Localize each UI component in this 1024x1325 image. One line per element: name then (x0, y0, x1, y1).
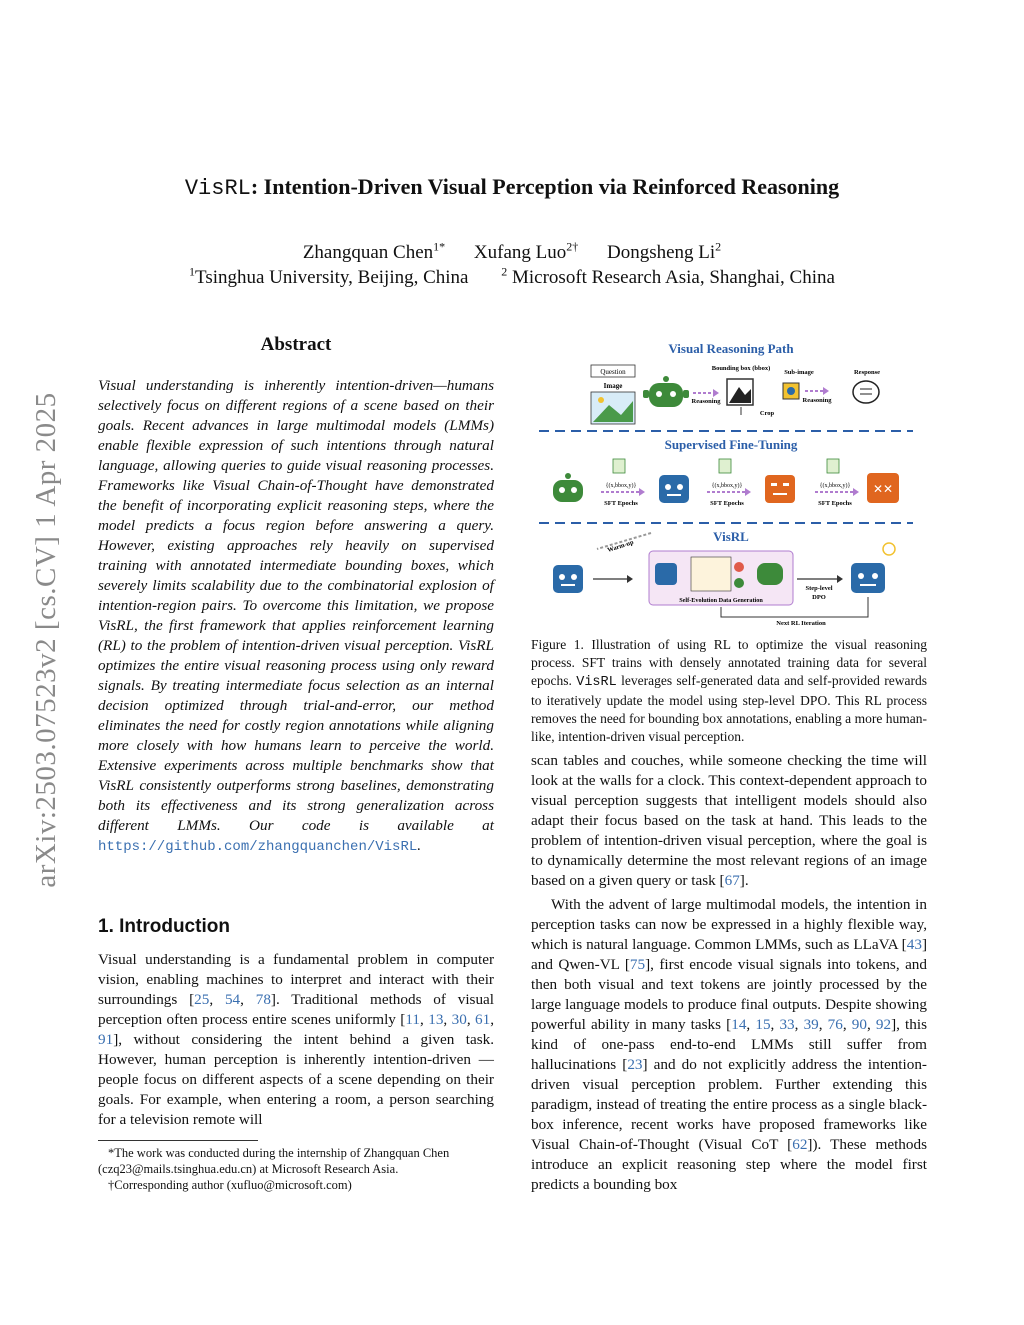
citation-link[interactable]: 92 (875, 1016, 892, 1033)
robot-icon (553, 565, 583, 593)
robot-icon (655, 563, 677, 585)
citation-link[interactable]: 67 (724, 872, 740, 889)
triple-label: {(x,bbox,y)} (819, 483, 851, 489)
citation-link[interactable]: 30 (451, 1011, 467, 1028)
sft-label: SFT Epochs (710, 500, 744, 507)
row1-title: Visual Reasoning Path (668, 341, 794, 356)
title-rest: : Intention-Driven Visual Perception via Reinforced Reasoning (250, 174, 840, 199)
robot-icon (643, 376, 689, 407)
citation-link[interactable]: 25 (194, 991, 210, 1008)
footnote: †Corresponding author (xufluo@microsoft.com) (108, 1178, 352, 1192)
abstract-text: Visual understanding is inherently intention-driven—humans selectively focus on different regions of a scene based on their goals. Recent advances in large multimodal models (LMMs) enable flexible expression of such intentions through natural language, allowing queries to guide visual reasoning processes. Frameworks like Visual Chain-of-Thought have demonstrated the benefit of incorporating explicit reasoning steps, where the model predicts a focus region before answering a query. However, existing approaches rely heavily on supervised training with annotated intermediate bounding boxes, which severely limits scalability due to the combinatorial explosion of intention-region pairs. To overcome this limitation, we propose VisRL, the first framework that applies reinforcement learning (RL) to the problem of intention-driven visual perception. VisRL optimizes the entire visual reasoning process using only reward signals. By treating intermediate focus selection as an internal decision optimized through trial-and-error, our method eliminates the need for costly region annotations while aligning more closely with how humans learn to perceive the world. Extensive experiments across multiple benchmarks show that VisRL consistently outperforms strong baselines, demonstrating both its effectiveness and its strong generalization across different LMMs. Our code is available at https://github.com/zhangquanchen/VisRL. (98, 377, 494, 855)
right-column-text (531, 751, 927, 1195)
paragraph: With the advent of large multimodal models, the intention in perception tasks can now be expressed in a highly flexible way, which is natural language. Common LMMs, such as LLaVA [43] and Qwen-VL [75], first encode visual signals into tokens, and then both visual and text tokens are jointly processed by the large language models to produce final outputs. Despite showing powerful ability in many tasks [14, 15, 33, 39, 76, 90, 92], this kind of one-pass end-to-end LMMs still suffer from hallucinations [23] and do not explicitly address the intention-driven visual perception problem. Further extending this paradigm, instead of treating the entire process as a single black-box inference, recent works have proposed frameworks like Visual Chain-of-Thought (Visual CoT [62]). These methods introduce an explicit reasoning step where the model first predicts a bounding box (531, 896, 927, 1193)
subimage-dot (787, 387, 795, 395)
citation-link[interactable]: 33 (779, 1016, 795, 1033)
author: Zhangquan Chen$^{1*}$ (302, 240, 446, 264)
citation-link[interactable]: 39 (803, 1016, 819, 1033)
affiliation: $^1$Tsinghua University, Beijing, China (189, 265, 469, 289)
citation-link[interactable]: 15 (755, 1016, 771, 1033)
lightbulb-icon (883, 543, 895, 555)
image-stack-icon (691, 557, 731, 591)
citation-link[interactable]: 91 (98, 1031, 114, 1048)
footnote-rule (98, 1140, 258, 1141)
svg-text:✕✕: ✕✕ (872, 482, 894, 496)
citation-link[interactable]: 75 (629, 956, 646, 973)
crop-label: Crop (759, 410, 775, 417)
citation-link[interactable]: 90 (851, 1016, 867, 1033)
warmup-label: Warm-up (606, 539, 635, 555)
citation-link[interactable]: 13 (428, 1011, 444, 1028)
arxiv-stamp-text: arXiv:2503.07523v2 [cs.CV] 1 Apr 2025 (30, 392, 62, 888)
paragraph: scan tables and couches, while someone checking the time will look at the walls for a clock. This context-dependent approach to visual perception suggests that intelligent models should also adapt their focus based on the task at hand. This leads to the problem of intention-driven visual perception, where the goal is to dynamically determine the most relevant regions of an image based on a given query or task [67]. (531, 752, 927, 889)
citation-link[interactable]: 61 (475, 1011, 491, 1028)
accept-icon (734, 578, 744, 588)
arrow-head (627, 575, 633, 583)
intro-paragraph: Visual understanding is a fundamental problem in computer vision, enabling machines to interpret and interact with their surroundings [25, 54, 78]. Traditional methods of visual perception often process entire scenes uniformly [11, 13, 30, 61, 91], without considering the intent behind a given task. However, human perception is inherently intention-driven — people focus on different aspects of a scene depending on their goals. For example, when entering a room, a person searching for a television remote will (98, 951, 495, 1128)
triple-label: {(x,bbox,y)} (711, 483, 743, 489)
row2-title: Supervised Fine-Tuning (664, 437, 798, 452)
arrow-head (837, 575, 843, 583)
row3-title: VisRL (713, 529, 749, 544)
sft-label: SFT Epochs (604, 500, 638, 507)
footnotes (98, 1145, 494, 1193)
citation-link[interactable]: 78 (255, 991, 271, 1008)
sft-label: SFT Epochs (818, 500, 852, 507)
document-icon (719, 459, 731, 473)
citation-link[interactable]: 54 (224, 991, 241, 1008)
paper-title (0, 174, 1024, 201)
self-evo-label: Self-Evolution Data Generation (679, 597, 763, 604)
document-icon (827, 459, 839, 473)
citation-link[interactable]: 14 (731, 1016, 747, 1033)
response-label: Response (853, 369, 881, 376)
author: Xufang Luo$^{2\dagger}$ (473, 240, 579, 264)
subimage-label: Sub-image (784, 369, 814, 376)
abstract-heading: Abstract (260, 334, 332, 355)
step-dpo-label: DPO (812, 594, 826, 601)
robot-icon (757, 563, 783, 585)
citation-link[interactable]: 62 (792, 1136, 808, 1153)
document-icon (613, 459, 625, 473)
intro-heading: 1. Introduction (98, 916, 230, 937)
reasoning-label-2: Reasoning (802, 397, 832, 404)
citation-link[interactable]: 11 (405, 1011, 420, 1028)
arrow-head (745, 488, 751, 496)
figure-1 (531, 335, 927, 630)
reject-icon (734, 562, 744, 572)
bbox-label: Bounding box (bbox) (711, 365, 771, 372)
affiliation-list (0, 265, 1024, 289)
arrow-head (853, 488, 859, 496)
figure-caption: Figure 1. Illustration of using RL to optimize the visual reasoning process. SFT trains with densely annotated training data for several epochs. VisRL leverages self-generated data and self-provided rewards to iteratively update the model using step-level DPO. This RL process removes the need for bounding box annotations, enabling a more human-like, intention-driven visual perception. (531, 637, 927, 744)
code-link[interactable]: https://github.com/zhangquanchen/VisRL (98, 839, 418, 855)
title-mono: VisRL (184, 176, 251, 201)
step-dpo-label: Step-level (805, 585, 833, 592)
robot-icon (765, 475, 795, 503)
arrow-head (713, 389, 719, 397)
triple-label: {(x,bbox,y)} (605, 483, 637, 489)
robot-icon (851, 563, 885, 593)
robot-icon (867, 473, 899, 503)
footnote: *The work was conducted during the internship of Zhangquan Chen (czq23@mails.tsinghua.edu.cn) at Microsoft Research Asia. (98, 1146, 450, 1176)
citation-link[interactable]: 43 (906, 936, 922, 953)
arrow-head (823, 387, 829, 395)
sun-icon (598, 397, 604, 403)
reasoning-label: Reasoning (691, 398, 721, 405)
next-iter-label: Next RL Iteration (776, 620, 826, 627)
author: Dongsheng Li$^2$ (606, 240, 722, 264)
speech-bubble-icon (853, 381, 879, 403)
citation-link[interactable]: 23 (627, 1056, 643, 1073)
question-label: Question (600, 368, 626, 376)
robot-icon (659, 475, 689, 503)
image-label: Image (603, 382, 623, 390)
robot-icon (553, 473, 583, 502)
arrow-head (639, 488, 645, 496)
citation-link[interactable]: 76 (827, 1016, 843, 1033)
author-list (0, 240, 1024, 264)
affiliation: $^2$ Microsoft Research Asia, Shanghai, China (501, 265, 835, 289)
